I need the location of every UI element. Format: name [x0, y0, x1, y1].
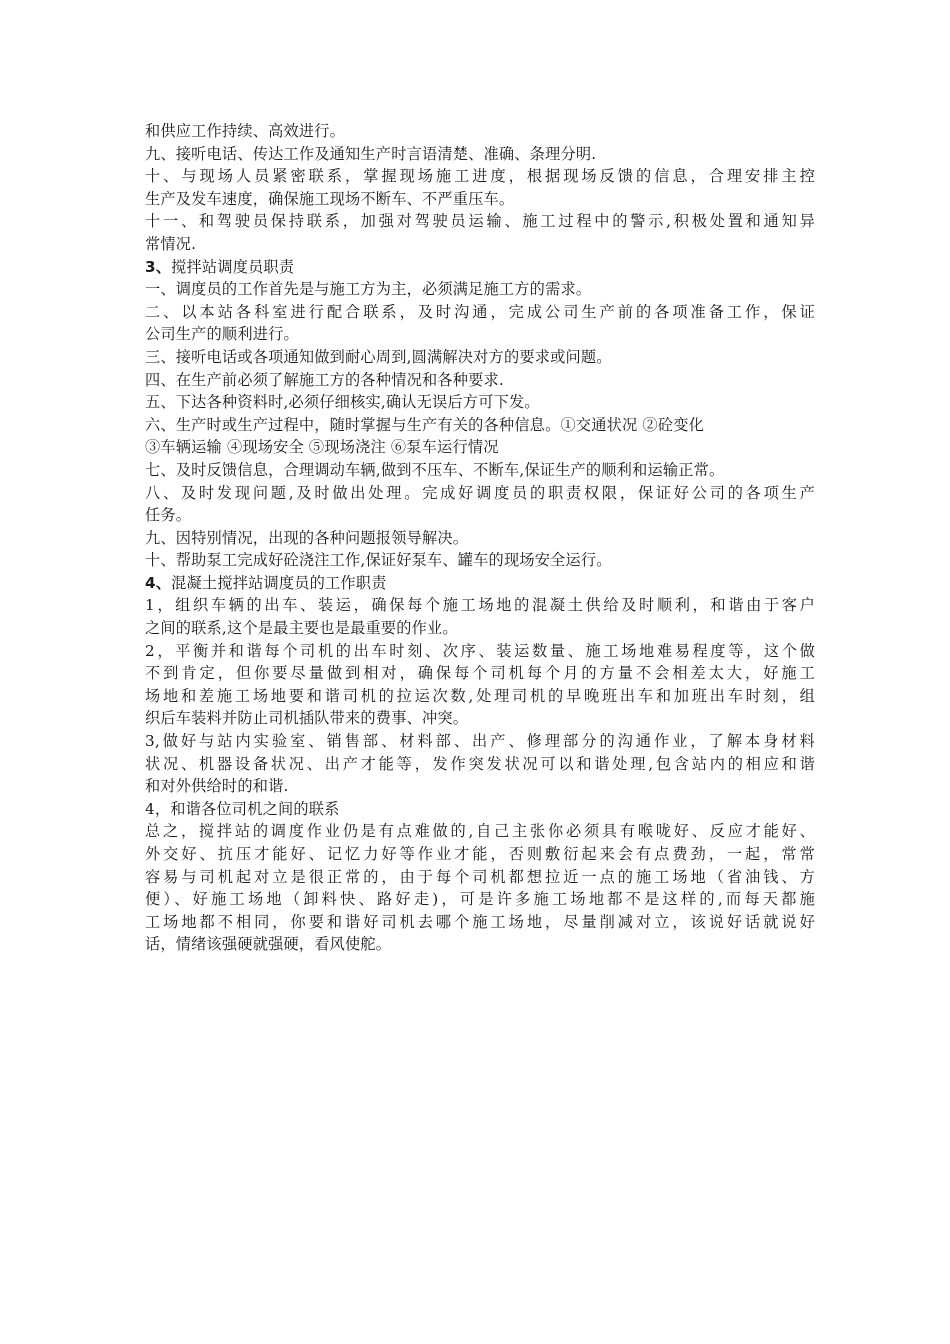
section-heading: [145, 572, 815, 595]
text-line: 外交好、抗压才能好、记忆力好等作业才能，否则敷衍起来会有点费劲，一起，常常: [145, 845, 815, 863]
text-line: 话，情绪该强硬就强硬，看风使舵。: [145, 935, 392, 954]
text-line: 1，组织车辆的出车、装运，确保每个施工场地的混凝土供给及时顺利，和谐由于客户: [145, 596, 815, 615]
text-line: 不到肯定，但你要尽量做到相对，确保每个司机每个月的方量不会相差太大，好施工: [145, 664, 815, 683]
text-line: 便）、好施工场地（卸料快、路好走)，可是许多施工场地都不是这样的,而每天都施: [145, 890, 815, 909]
section-heading: [145, 256, 815, 279]
text-line: 工场地都不相同，你要和谐好司机去哪个施工场地，尽量削减对立，该说好话就说好: [145, 912, 815, 931]
text-line: 生产及发车速度，确保施工现场不断车、不严重压车。: [145, 189, 515, 208]
text-line: 和供应工作持续、高效进行。: [145, 122, 346, 140]
text-line: ③车辆运输 ④现场安全 ⑤现场浇注 ⑥泵车运行情况: [145, 438, 499, 457]
text-line: 三、接听电话或各项通知做到耐心周到,圆满解决对方的要求或问题。: [145, 347, 612, 366]
text-line: 四、在生产前必须了解施工方的各种情况和各种要求.: [145, 370, 504, 389]
document-body: [145, 120, 815, 956]
text-line: 九、因特别情况，出现的各种问题报领导解决。: [145, 528, 469, 547]
text-line: 总之，搅拌站的调度作业仍是有点难做的,自己主张你必须具有喉咙好、反应才能好、: [145, 822, 815, 841]
text-line: 公司生产的顺利进行。: [145, 325, 299, 344]
text-line: 状况、机器设备状况、出产才能等，发作突发状况可以和谐处理,包含站内的相应和谐: [145, 754, 815, 773]
text-line: 常情况.: [145, 234, 197, 253]
section-title: 搅拌站调度员职责: [171, 257, 295, 276]
text-line: 十、帮助泵工完成好砼浇注工作,保证好泵车、罐车的现场安全运行。: [145, 551, 612, 570]
text-line: 十一、和驾驶员保持联系，加强对驾驶员运输、施工过程中的警示,积极处置和通知异: [145, 212, 815, 231]
text-line: 场地和差施工场地要和谐司机的拉运次数,处理司机的早晚班出车和加班出车时刻，组: [145, 686, 815, 705]
text-line: 容易与司机起对立是很正常的，由于每个司机都想拉近一点的施工场地（省油钱、方: [145, 867, 815, 886]
text-line: 任务。: [145, 506, 192, 525]
text-line: 和对外供给时的和谐.: [145, 777, 289, 796]
text-line: 十、与现场人员紧密联系，掌握现场施工进度，根据现场反馈的信息，合理安排主控: [145, 167, 815, 186]
section-title: 混凝土搅拌站调度员的工作职责: [171, 573, 387, 592]
text-line: 二、以本站各科室进行配合联系，及时沟通，完成公司生产前的各项准备工作，保证: [145, 302, 815, 321]
section-number: 4、: [145, 573, 172, 592]
text-line: 六、生产时或生产过程中，随时掌握与生产有关的各种信息。①交通状况 ②砼变化: [145, 415, 704, 434]
section-number: 3、: [145, 257, 172, 276]
text-line: 九、接听电话、传达工作及通知生产时言语清楚、准确、条理分明.: [145, 144, 597, 163]
text-line: 一、调度员的工作首先是与施工方为主，必须满足施工方的需求。: [145, 280, 592, 299]
text-line: 五、下达各种资料时,必须仔细核实,确认无误后方可下发。: [145, 393, 540, 412]
text-line: 八、及时发现问题,及时做出处理。完成好调度员的职责权限，保证好公司的各项生产: [145, 483, 815, 502]
text-line: 2，平衡并和谐每个司机的出车时刻、次序、装运数量、施工场地难易程度等，这个做: [145, 641, 815, 660]
text-line: 3,做好与站内实验室、销售部、材料部、出产、修理部分的沟通作业，了解本身材料: [145, 732, 815, 751]
text-line: 七、及时反馈信息，合理调动车辆,做到不压车、不断车,保证生产的顺利和运输正常。: [145, 460, 725, 479]
text-line: 4，和谐各位司机之间的联系: [145, 799, 340, 818]
text-line: 之间的联系,这个是最主要也是最重要的作业。: [145, 619, 458, 638]
text-line: 织后车装料并防止司机插队带来的费事、冲突。: [145, 709, 469, 728]
